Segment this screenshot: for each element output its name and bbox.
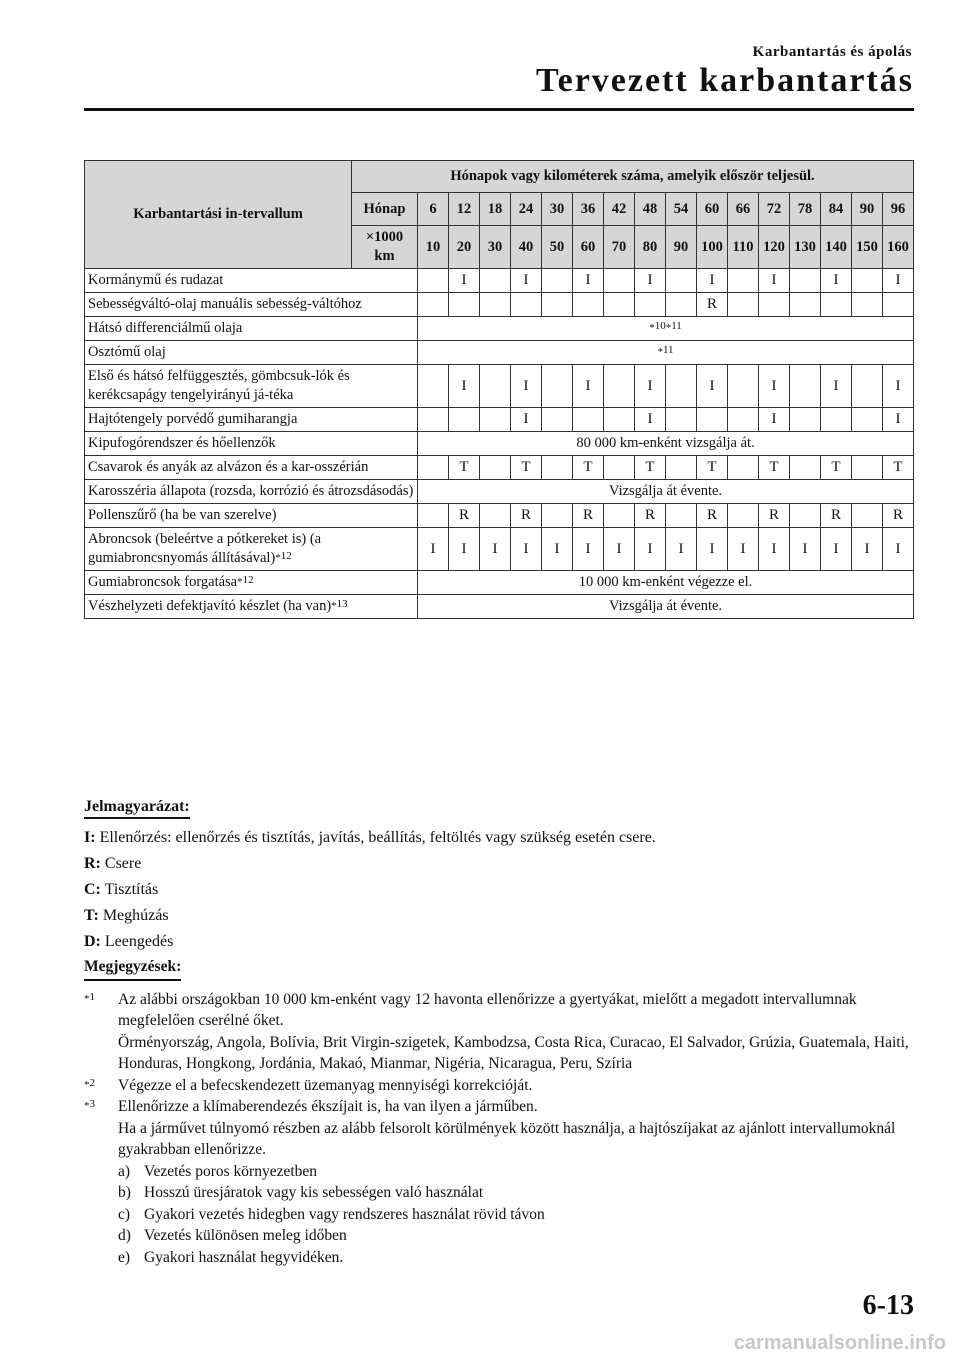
km-cell: 100 [697, 226, 728, 269]
schedule-cell: I [883, 408, 914, 432]
schedule-cell: T [759, 456, 790, 480]
page-number: 6-13 [862, 1290, 914, 1321]
km-cell: 140 [821, 226, 852, 269]
schedule-cell: R [511, 504, 542, 528]
schedule-cell [666, 293, 697, 317]
footnote-number: 10 [654, 320, 666, 332]
month-cell: 42 [604, 193, 635, 226]
note-line: Örményország, Angola, Bolívia, Brit Virgin-szigetek, Kambodzsa, Costa Rica, Curacao, El Salvador, Grúzia, Guatemala, Haiti, Honduras, Hongkong, Jordánia, Makaó, Mianmar, Nigéria, Nicaragua, Peru, Szíria [118, 1033, 909, 1072]
footnote-star: * [657, 346, 663, 358]
schedule-cell [573, 293, 604, 317]
footnote-number: 11 [671, 320, 682, 332]
footnote-star: * [84, 992, 90, 1005]
schedule-cell: I [852, 528, 883, 571]
month-cell: 18 [480, 193, 511, 226]
table-row [85, 341, 914, 365]
schedule-cell [852, 293, 883, 317]
row-label: Pollenszűrő (ha be van szerelve) [85, 504, 418, 528]
table-row [85, 595, 914, 619]
watermark: carmanualsonline.info [733, 1332, 946, 1354]
section-title: Karbantartás és ápolás [752, 44, 912, 60]
km-cell: 30 [480, 226, 511, 269]
legend-key: D: [84, 933, 101, 950]
schedule-cell [418, 365, 449, 408]
schedule-cell [604, 456, 635, 480]
schedule-cell: I [511, 408, 542, 432]
schedule-cell [542, 408, 573, 432]
schedule-cell: I [635, 528, 666, 571]
km-cell: 20 [449, 226, 480, 269]
note-sub-item [118, 1161, 914, 1183]
schedule-cell [480, 365, 511, 408]
legend-text: Meghúzás [98, 907, 169, 924]
schedule-cell: R [821, 504, 852, 528]
legend-text: Leengedés [100, 933, 174, 950]
footnote-star: * [84, 1100, 90, 1112]
schedule-cell [666, 456, 697, 480]
schedule-cell: T [573, 456, 604, 480]
schedule-cell: I [542, 528, 573, 571]
schedule-cell [821, 408, 852, 432]
note-line: Az alábbi országokban 10 000 km-enként vagy 12 havonta ellenőrizze a gyertyákat, mielőtt a megadott intervallumnak megfelelően cserélné őket. [118, 990, 857, 1029]
schedule-cell [728, 408, 759, 432]
row-label: Első és hátsó felfüggesztés, gömbcsuk-lók és kerékcsapágy tengelyirányú já-téka [85, 365, 418, 408]
header-rule [84, 108, 914, 111]
note-sub-item [118, 1182, 914, 1204]
legend-item [84, 827, 914, 849]
legend-text: Csere [100, 855, 142, 872]
month-cell: 24 [511, 193, 542, 226]
schedule-cell [542, 293, 573, 317]
schedule-cell [511, 293, 542, 317]
schedule-cell: I [480, 528, 511, 571]
legend-key: T: [84, 907, 99, 924]
schedule-cell [480, 504, 511, 528]
note-sub-letter: c) [118, 1205, 131, 1223]
footnote-number: 2 [89, 1076, 95, 1089]
schedule-cell [883, 293, 914, 317]
schedule-cell [666, 365, 697, 408]
month-cell: 90 [852, 193, 883, 226]
schedule-cell [790, 293, 821, 317]
note-item [84, 1075, 914, 1097]
note-sub-item [118, 1225, 914, 1247]
interval-header: Karbantartási in-tervallum [85, 161, 352, 269]
schedule-cell [852, 504, 883, 528]
footnote-number: 12 [280, 550, 292, 562]
interval-span-cell: 10 000 km-enként végezze el. [418, 571, 914, 595]
note-sub-letter: a) [118, 1162, 131, 1180]
note-sub-text: Vezetés poros környezetben [144, 1162, 318, 1180]
schedule-cell [480, 456, 511, 480]
note-sub-text: Gyakori használat hegyvidéken. [144, 1248, 344, 1266]
km-cell: 120 [759, 226, 790, 269]
footnote-star: * [665, 322, 672, 334]
schedule-cell [604, 504, 635, 528]
month-cell: 60 [697, 193, 728, 226]
km-label: ×1000 km [352, 226, 418, 269]
table-row [85, 317, 914, 341]
table-row [85, 480, 914, 504]
schedule-cell [666, 269, 697, 293]
schedule-cell [790, 269, 821, 293]
schedule-cell: I [604, 528, 635, 571]
note-sub-item [118, 1247, 914, 1269]
schedule-cell: I [449, 528, 480, 571]
schedule-cell [852, 456, 883, 480]
schedule-cell: I [511, 269, 542, 293]
schedule-cell: I [697, 269, 728, 293]
schedule-cell [418, 456, 449, 480]
schedule-cell [852, 408, 883, 432]
schedule-cell [542, 504, 573, 528]
schedule-cell [542, 456, 573, 480]
schedule-cell: I [759, 528, 790, 571]
legend-title: Jelmagyarázat: [84, 798, 190, 819]
schedule-cell [418, 293, 449, 317]
header-row [85, 161, 914, 193]
km-cell: 60 [573, 226, 604, 269]
schedule-cell: I [883, 269, 914, 293]
interval-span-cell: Vizsgálja át évente. [418, 595, 914, 619]
schedule-cell [666, 408, 697, 432]
note-sub-letter: e) [118, 1248, 131, 1266]
schedule-cell [449, 408, 480, 432]
schedule-cell [573, 408, 604, 432]
footnote-star: * [331, 600, 337, 612]
schedule-cell: T [821, 456, 852, 480]
footnote-number: 3 [89, 1098, 95, 1110]
note-sub-text: Hosszú üresjáratok vagy kis sebességen való használat [144, 1184, 484, 1201]
schedule-cell: I [821, 528, 852, 571]
table-row [85, 504, 914, 528]
footnote-number: 11 [662, 344, 674, 356]
schedule-cell [604, 408, 635, 432]
notes [84, 956, 914, 1268]
row-label: Osztómű olaj [85, 341, 418, 365]
footnote-star: * [649, 322, 655, 334]
table-row [85, 269, 914, 293]
schedule-cell: I [821, 365, 852, 408]
schedule-cell: I [883, 365, 914, 408]
schedule-cell: R [449, 504, 480, 528]
period-header: Hónapok vagy kilométerek száma, amelyik először teljesül. [352, 161, 914, 193]
schedule-cell: I [728, 528, 759, 571]
schedule-cell: R [635, 504, 666, 528]
footnote-star: * [84, 1078, 90, 1091]
note-item [84, 1096, 914, 1268]
schedule-cell [418, 408, 449, 432]
schedule-cell: T [511, 456, 542, 480]
schedule-cell [480, 408, 511, 432]
schedule-cell [697, 408, 728, 432]
table-row [85, 432, 914, 456]
footnote-number: 1 [89, 990, 95, 1003]
schedule-cell: I [635, 365, 666, 408]
note-line: Ellenőrizze a klímaberendezés ékszíjait is, ha van ilyen a járműben. [118, 1098, 538, 1115]
schedule-cell: I [697, 528, 728, 571]
km-cell: 160 [883, 226, 914, 269]
note-sub-letter: b) [118, 1184, 131, 1201]
row-label: Hátsó differenciálmű olaja [85, 317, 418, 341]
table-row [85, 528, 914, 571]
schedule-cell [480, 293, 511, 317]
schedule-cell: I [790, 528, 821, 571]
month-cell: 48 [635, 193, 666, 226]
page-title: Tervezett karbantartás [536, 62, 914, 99]
footnote-number: 12 [242, 574, 254, 586]
km-cell: 50 [542, 226, 573, 269]
note-sub-letter: d) [118, 1227, 131, 1244]
schedule-cell: I [821, 269, 852, 293]
month-cell: 54 [666, 193, 697, 226]
schedule-cell [542, 269, 573, 293]
schedule-cell: R [697, 293, 728, 317]
row-label: Vészhelyzeti defektjavító készlet (ha van)$^{*13}$ [85, 595, 418, 619]
schedule-cell [728, 456, 759, 480]
interval-span-cell: 80 000 km-enként vizsgálja át. [418, 432, 914, 456]
schedule-cell: I [697, 365, 728, 408]
table-row [85, 571, 914, 595]
row-label: Csavarok és anyák az alvázon és a kar-osszérián [85, 456, 418, 480]
schedule-cell: I [573, 365, 604, 408]
schedule-cell [728, 365, 759, 408]
schedule-cell [449, 293, 480, 317]
month-cell: 96 [883, 193, 914, 226]
note-number [84, 1075, 118, 1097]
month-cell: 6 [418, 193, 449, 226]
km-cell: 80 [635, 226, 666, 269]
note-sub-text: Gyakori vezetés hidegben vagy rendszeres használat rövid távon [144, 1205, 545, 1223]
month-cell: 84 [821, 193, 852, 226]
legend [84, 798, 914, 953]
interval-span-cell [418, 341, 914, 365]
schedule-cell [666, 504, 697, 528]
row-label: Gumiabroncsok forgatása$^{*12}$ [85, 571, 418, 595]
legend-item [84, 853, 914, 875]
schedule-cell: I [449, 269, 480, 293]
schedule-cell: T [449, 456, 480, 480]
interval-span-cell: Vizsgálja át évente. [418, 480, 914, 504]
footnote-number: 13 [336, 598, 348, 610]
schedule-cell: T [635, 456, 666, 480]
legend-text: Ellenőrzés: ellenőrzés és tisztítás, javítás, beállítás, feltöltés vagy szükség esetén csere. [95, 829, 656, 846]
schedule-cell [821, 293, 852, 317]
footnote-star: * [237, 576, 243, 588]
km-cell: 40 [511, 226, 542, 269]
maintenance-table [84, 160, 914, 619]
month-cell: 36 [573, 193, 604, 226]
schedule-cell [759, 293, 790, 317]
row-label: Kormánymű és rudazat [85, 269, 418, 293]
schedule-cell [480, 269, 511, 293]
schedule-cell [728, 504, 759, 528]
note-sub-text: Vezetés különösen meleg időben [144, 1227, 347, 1244]
schedule-cell [852, 269, 883, 293]
schedule-cell: I [511, 528, 542, 571]
schedule-cell [728, 269, 759, 293]
schedule-cell: I [511, 365, 542, 408]
schedule-cell [790, 504, 821, 528]
table-row [85, 293, 914, 317]
note-text [118, 989, 914, 1075]
schedule-cell: R [697, 504, 728, 528]
schedule-cell [852, 365, 883, 408]
schedule-cell [418, 269, 449, 293]
row-label: Kipufogórendszer és hőellenzők [85, 432, 418, 456]
schedule-cell: I [666, 528, 697, 571]
km-cell: 110 [728, 226, 759, 269]
footnote-star: * [275, 552, 281, 564]
note-number [84, 989, 118, 1075]
note-sub-item [118, 1204, 914, 1226]
schedule-cell: I [573, 269, 604, 293]
schedule-cell: I [635, 269, 666, 293]
km-cell: 150 [852, 226, 883, 269]
schedule-cell: R [759, 504, 790, 528]
legend-item [84, 905, 914, 927]
month-cell: 12 [449, 193, 480, 226]
schedule-cell: I [759, 365, 790, 408]
note-number [84, 1096, 118, 1268]
schedule-cell [604, 269, 635, 293]
month-cell: 66 [728, 193, 759, 226]
note-item [84, 989, 914, 1075]
table-row [85, 408, 914, 432]
schedule-cell: R [883, 504, 914, 528]
interval-span-cell [418, 317, 914, 341]
legend-item [84, 879, 914, 901]
schedule-cell [604, 365, 635, 408]
note-line: Ha a járművet túlnyomó részben az alább felsorolt körülmények között használja, a hajtószíjakat az ajánlott intervallumoknál gyakrabban ellenőrizze. [118, 1119, 896, 1158]
legend-text: Tisztítás [100, 881, 159, 898]
legend-key: R: [84, 855, 101, 872]
schedule-cell [635, 293, 666, 317]
row-label: Sebességváltó-olaj manuális sebesség-váltóhoz [85, 293, 418, 317]
row-label: Hajtótengely porvédő gumiharangja [85, 408, 418, 432]
row-label: Abroncsok (beleértve a pótkereket is) (a gumiabroncsnyomás állításával)$^{*12}$ [85, 528, 418, 571]
month-cell: 78 [790, 193, 821, 226]
schedule-cell: T [883, 456, 914, 480]
schedule-cell [542, 365, 573, 408]
row-label: Karosszéria állapota (rozsda, korrózió és átrozsdásodás) [85, 480, 418, 504]
months-label: Hónap [352, 193, 418, 226]
schedule-cell: I [449, 365, 480, 408]
schedule-cell [790, 365, 821, 408]
legend-item [84, 931, 914, 953]
table-row [85, 365, 914, 408]
legend-key: C: [84, 881, 101, 898]
schedule-cell [604, 293, 635, 317]
schedule-cell [728, 293, 759, 317]
notes-title: Megjegyzések: [84, 956, 181, 981]
note-text [118, 1096, 914, 1268]
note-text [118, 1075, 914, 1097]
schedule-cell: I [418, 528, 449, 571]
schedule-cell: I [635, 408, 666, 432]
km-cell: 90 [666, 226, 697, 269]
month-cell: 72 [759, 193, 790, 226]
schedule-cell [790, 456, 821, 480]
schedule-cell: I [759, 408, 790, 432]
schedule-cell: R [573, 504, 604, 528]
km-cell: 70 [604, 226, 635, 269]
month-cell: 30 [542, 193, 573, 226]
schedule-cell: I [759, 269, 790, 293]
km-cell: 130 [790, 226, 821, 269]
note-line: Végezze el a befecskendezett üzemanyag mennyiségi korrekcióját. [118, 1076, 533, 1094]
schedule-cell: T [697, 456, 728, 480]
table-row [85, 456, 914, 480]
schedule-cell [790, 408, 821, 432]
km-cell: 10 [418, 226, 449, 269]
schedule-cell: I [573, 528, 604, 571]
schedule-cell [418, 504, 449, 528]
legend-key: I: [84, 829, 96, 846]
schedule-cell: I [883, 528, 914, 571]
